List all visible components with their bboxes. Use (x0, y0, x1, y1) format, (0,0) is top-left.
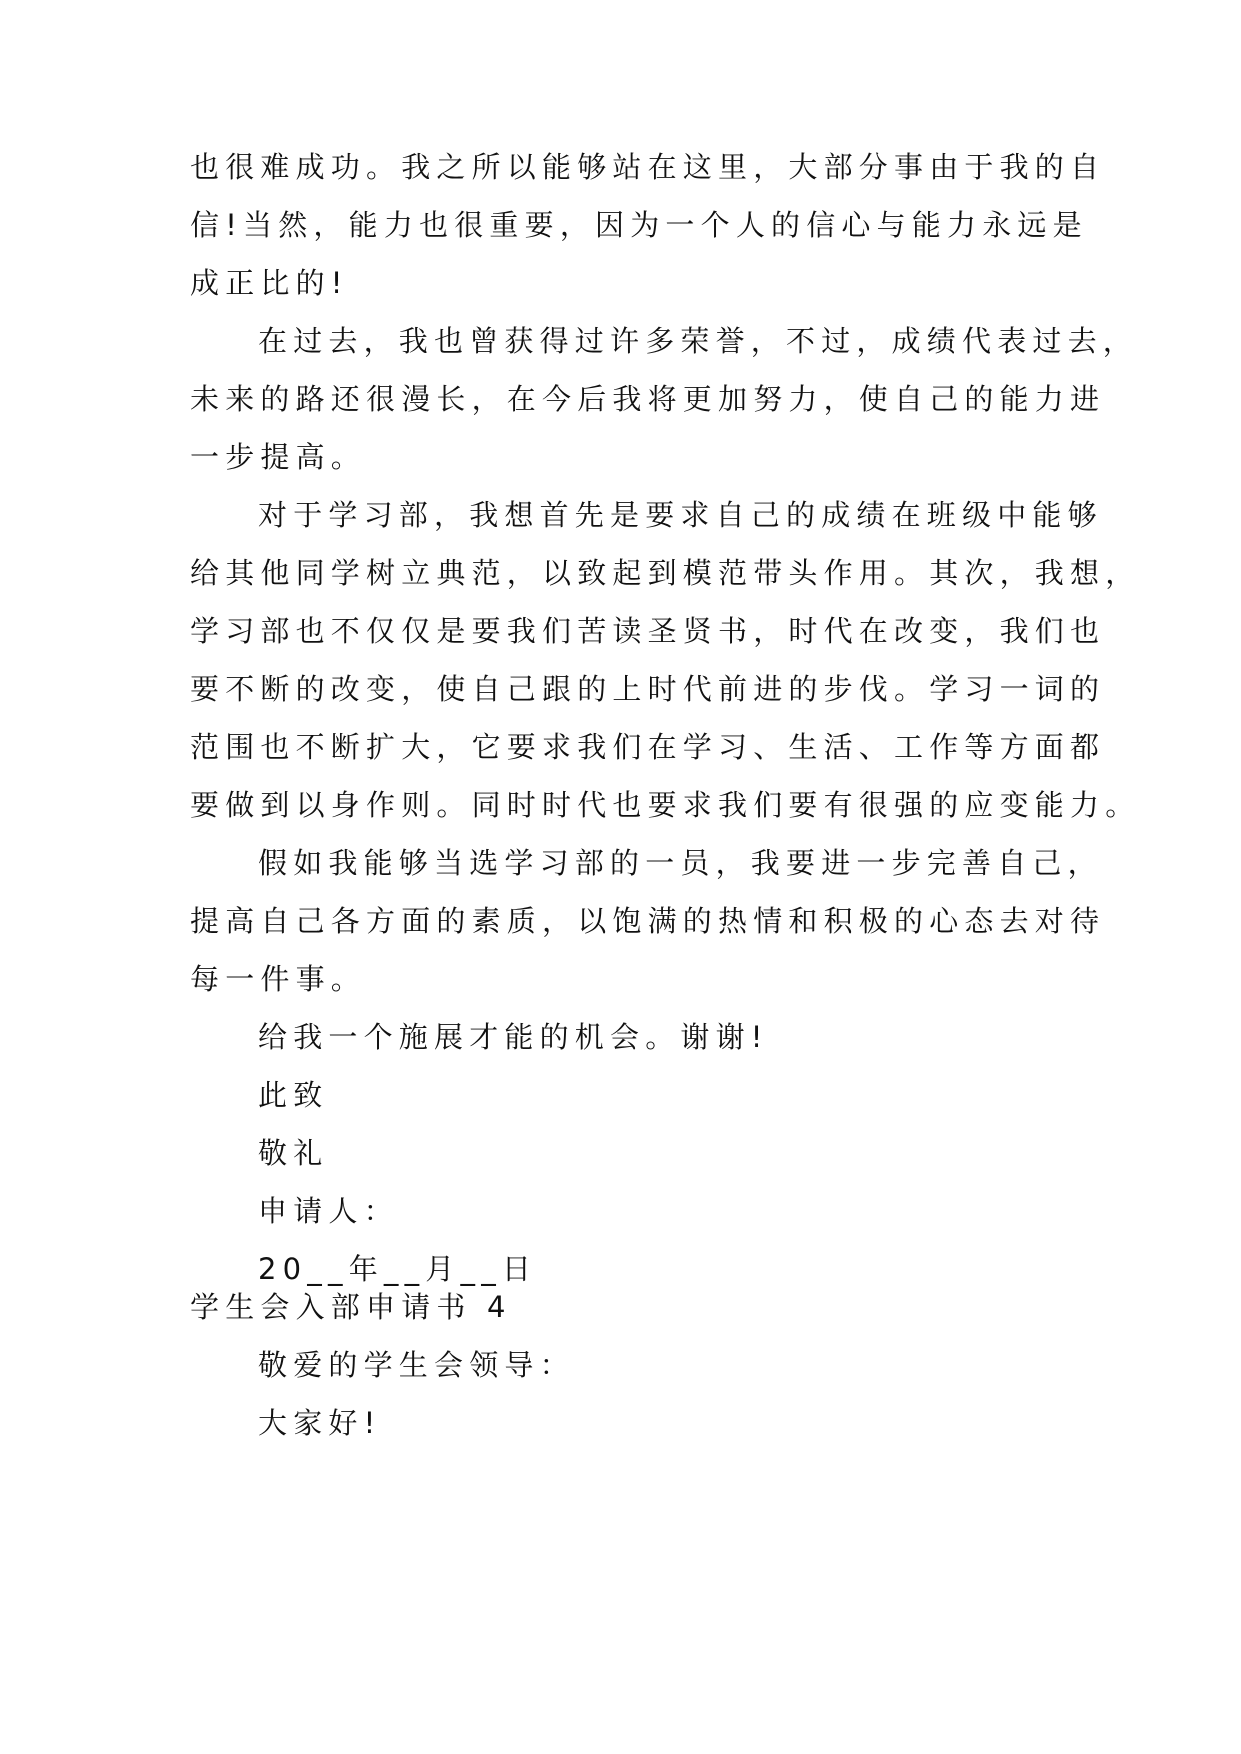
greeting-line: 大家好! (258, 1406, 382, 1440)
section-body (190, 1336, 1060, 1452)
paragraph-2-line-1: 给其他同学树立典范，以致起到模范带头作用。其次，我想， (190, 556, 1141, 590)
paragraph-8-line-0: 20__年__月__日 (258, 1252, 538, 1286)
salutation-line: 敬爱的学生会领导： (258, 1348, 575, 1382)
paragraph-0-line-0: 也很难成功。我之所以能够站在这里，大部分事由于我的自 (190, 150, 1106, 184)
paragraph-2-line-0: 对于学习部，我想首先是要求自己的成绩在班级中能够 (258, 498, 1103, 532)
paragraph-3-line-2: 每一件事。 (190, 962, 367, 996)
paragraph-7-line-0: 申请人： (258, 1194, 399, 1228)
paragraph-1-line-1: 未来的路还很漫长，在今后我将更加努力，使自己的能力进 (190, 382, 1106, 416)
paragraph-3-line-0: 假如我能够当选学习部的一员，我要进一步完善自己， (258, 846, 1103, 880)
paragraph-2-line-4: 范围也不断扩大，它要求我们在学习、生活、工作等方面都 (190, 730, 1106, 764)
paragraph-1-line-2: 一步提高。 (190, 440, 367, 474)
paragraph-2-line-3: 要不断的改变，使自己跟的上时代前进的步伐。学习一词的 (190, 672, 1106, 706)
letter-body (190, 138, 1141, 1298)
section-title: 学生会入部申请书 4 (190, 1290, 512, 1324)
paragraph-3-line-1: 提高自己各方面的素质，以饱满的热情和积极的心态去对待 (190, 904, 1106, 938)
paragraph-2-line-2: 学习部也不仅仅是要我们苦读圣贤书，时代在改变，我们也 (190, 614, 1106, 648)
paragraph-1-line-0: 在过去，我也曾获得过许多荣誉，不过，成绩代表过去， (258, 324, 1139, 358)
paragraph-0-line-2: 成正比的! (190, 266, 349, 300)
paragraph-5-line-0: 此致 (258, 1078, 329, 1112)
paragraph-6-line-0: 敬礼 (258, 1136, 329, 1170)
paragraph-4-line-0: 给我一个施展才能的机会。谢谢! (258, 1020, 769, 1054)
paragraph-2-line-5: 要做到以身作则。同时时代也要求我们要有很强的应变能力。 (190, 788, 1141, 822)
paragraph-0-line-1: 信!当然，能力也很重要，因为一个人的信心与能力永远是 (190, 208, 1088, 242)
